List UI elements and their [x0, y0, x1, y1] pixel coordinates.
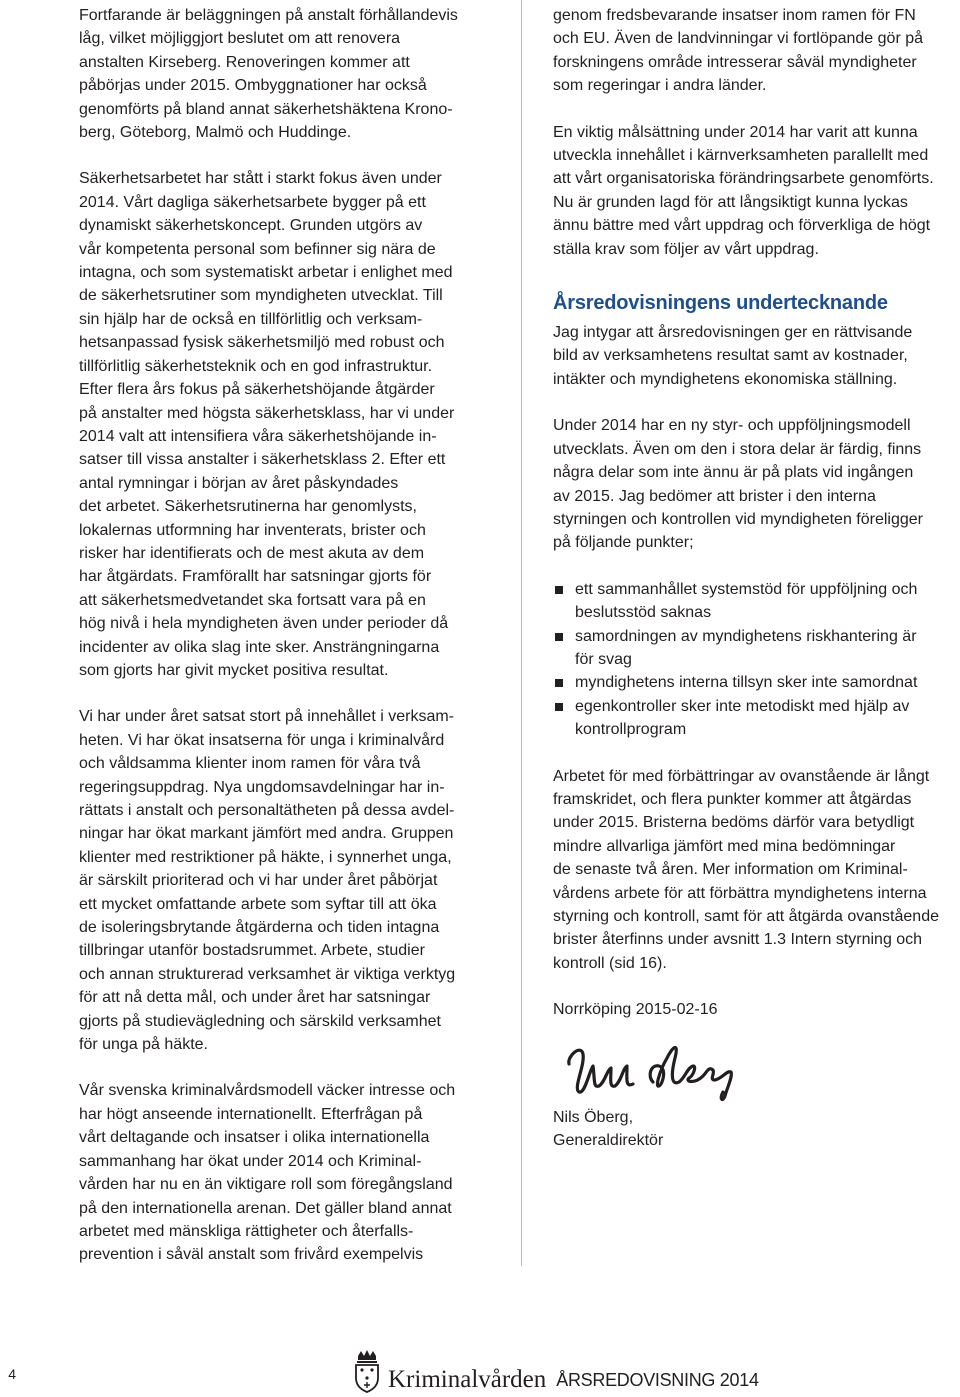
footer-brand: [352, 1346, 759, 1394]
signature-image: [555, 1036, 755, 1106]
paragraph-goal-2014: En viktig målsättning under 2014 har varit att kunna utveckla innehållet i kärnverksamheten parallellt med att vårt organisatoriska förändringsarbete genomförts. Nu är grunden lagd för att långsiktigt kunna lyckas ännu bättre med vårt uppdrag och förverkliga de högt ställa krav som följer av vårt uppdrag.: [553, 123, 934, 258]
left-column: [79, 4, 494, 1267]
list-item: myndighetens interna tillsyn sker inte samordnat: [553, 671, 960, 694]
signer-title: Generaldirektör: [553, 1132, 664, 1150]
right-column: [553, 4, 960, 1152]
paragraph-operations: Vi har under året satsat stort på innehållet i verksam- heten. Vi har ökat insatserna för unga i kriminalvård och våldsamma klienter inom ramen för våra två regeringsuppdrag. Nya ungdomsavdelningar har in- rättats i anstalt och personaltätheten på dessa avdel- ningar har ökat markant jämfört med andra. Gruppen klienter med restriktioner på häkte, i synnerhet unga, är särskilt prioriterad och vi har under året påbörjat ett mycket omfattande arbete som syftar till att öka de isoleringsbrytande åtgärderna och tiden intagna tillbringar utanför bostadsrummet. Arbete, studier och annan strukturerad verksamhet är viktiga verktyg för att nå detta mål, och under året har satsningar gjorts på studievägledning och särskild verksamhet för unga på häkte.: [79, 708, 456, 1054]
paragraph-fn-eu: genom fredsbevarande insatser inom ramen för FN och EU. Även de landvinningar vi fortlöpande gör på forskningens område intresserar såväl myndigheter som regeringar i andra länder.: [553, 7, 924, 95]
paragraph-security: Säkerhetsarbetet har stått i starkt fokus även under 2014. Vårt dagliga säkerhetsarbete bygger på ett dynamiskt säkerhetskoncept. Grunden utgörs av vår kompetenta personal som befinner sig nära de intagna, och som systematiskt arbetar i enlighet med de säkerhetsrutiner som myndigheten utvecklat. Till sin hjälp har de också en tillförlitlig och verksam- hetsanpassad fysisk säkerhetsmiljö med robust och tillförlitlig säkerhetsteknik och en god infrastruktur. Efter flera års fokus på säkerhetshöjande åtgärder på anstalter med högsta säkerhetsklass, har vi under 2014 valt att intensifiera våra säkerhetshöjande in- satser till vissa anstalter i säkerhetsklass 2. Efter ett antal rymningar i början av året påskyndades det arbetet. Säkerhetsrutinerna har genomlysts, lokalernas utformning har inventerats, brister och risker har identifierats och de mest akuta av dem har åtgärdats. Framförallt har satsningar gjorts för att säkerhetsmedvetandet ska fortsatt vara på en hög nivå i hela myndigheten även under perioder då incidenter av olika slag inte sker. Ansträngningarna som gjorts har givit mycket positiva resultat.: [79, 170, 455, 679]
column-divider: [521, 0, 522, 1266]
place-date: Norrköping 2015-02-16: [553, 1001, 718, 1019]
paragraph-governance-model: Under 2014 har en ny styr- och uppföljningsmodell utvecklats. Även om den i stora delar är färdig, finns några delar som inte ännu är på plats vid ingången av 2015. Jag bedömer att brister i den interna styrningen och kontrollen vid myndigheten föreligger på följande punkter;: [553, 417, 923, 552]
section-heading-signing: Årsredovisningens undertecknande: [553, 292, 888, 315]
list-item: ett sammanhållet systemstöd för uppföljning och beslutsstöd saknas: [553, 578, 960, 625]
deficiency-list: [553, 578, 960, 742]
list-item: egenkontroller sker inte metodiskt med hjälp av kontrollprogram: [553, 695, 960, 742]
paragraph-renovation: Fortfarande är beläggningen på anstalt förhållandevis låg, vilket möjliggjort beslutet om att renovera anstalten Kirseberg. Renoveringen kommer att påbörjas under 2015. Ombyggnationer har också genomförts på bland annat säkerhetshäktena Krono- berg, Göteborg, Malmö och Huddinge.: [79, 7, 458, 142]
page-number: 4: [8, 1366, 16, 1382]
brand-name: Kriminalvården: [388, 1366, 547, 1393]
paragraph-international: Vår svenska kriminalvårdsmodell väcker intresse och har högt anseende internationellt. Efterfrågan på vårt deltagande och insatser i olika internationella sammanhang har ökat under 2014 och Kriminal- vården har nu en än viktigare roll som föregångsland på den internationella arenan. Det gäller bland annat arbetet med mänskliga rättigheter och återfalls- prevention i såväl anstalt som frivård exempelvis: [79, 1082, 456, 1264]
paragraph-improvements: Arbetet för med förbättringar av ovanstående är långt framskridet, och flera punkter kommer att åtgärdas under 2015. Bristerna bedöms därför vara betydligt mindre allvarliga jämfört med mina bedömningar de senaste två åren. Mer information om Kriminal- vårdens arbete för att förbättra myndighetens interna styrning och kontroll, samt för att åtgärda ovanstående brister återfinns under avsnitt 1.3 Intern styrning och kontroll (sid 16).: [553, 767, 939, 972]
crown-crest-icon: [352, 1348, 382, 1394]
report-label: ÅRSREDOVISNING 2014: [556, 1370, 759, 1390]
signer-name: Nils Öberg,: [553, 1108, 634, 1126]
paragraph-attestation: Jag intygar att årsredovisningen ger en rättvisande bild av verksamhetens resultat samt av kostnader, intäkter och myndighetens ekonomiska ställning.: [553, 324, 913, 388]
list-item: samordningen av myndighetens riskhantering är för svag: [553, 625, 960, 672]
